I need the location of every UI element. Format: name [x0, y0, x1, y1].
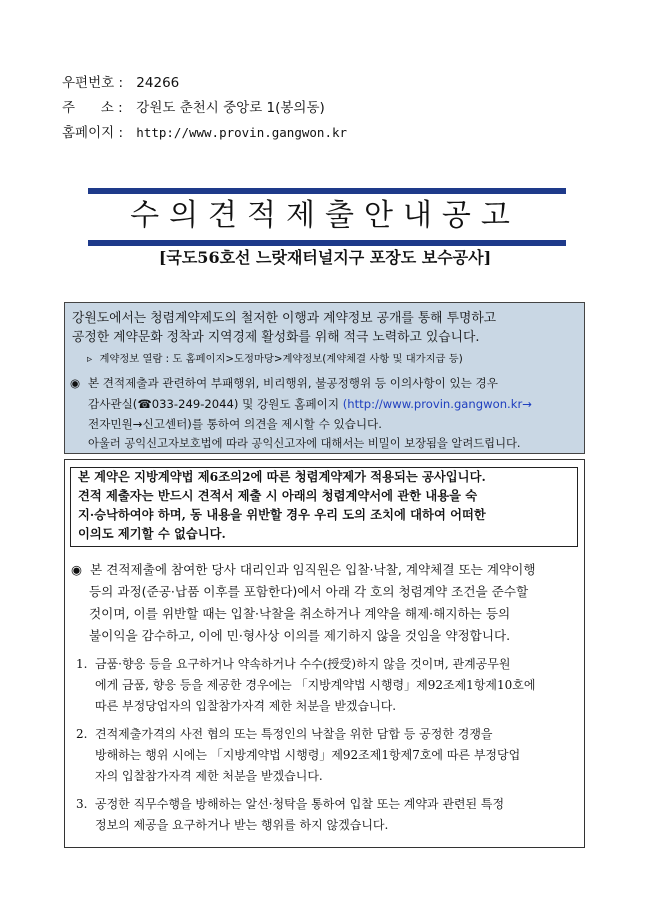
triangle-bullet-icon: ▹ [87, 353, 93, 365]
address-label: 주 소 : [62, 100, 123, 116]
item-2-line-2: 방해하는 행위 시에는 「지방계약법 시행령」제92조제1항제7호에 따른 부정당업 [95, 748, 521, 762]
integrity-line-2: 견적 제출자는 반드시 견적서 제출 시 아래의 청렴계약서에 관한 내용을 숙 [78, 488, 478, 503]
info-notice-2a: 감사관실(☎033-249-2044) 및 강원도 홈페이지 [88, 397, 343, 411]
info-notice-1: 본 견적제출과 관련하여 부패행위, 비리행위, 불공정행위 등 이의사항이 있는 경우 [87, 376, 498, 390]
fisheye-bullet-icon: ◉ [71, 562, 82, 577]
integrity-line-4: 이의도 제기할 수 없습니다. [78, 526, 226, 541]
pledge-line-2: 등의 과정(준공·납품 이후를 포함한다)에서 아래 각 호의 청렴계약 조건을 준수할 [89, 584, 529, 599]
item-2-line-3: 자의 입찰참가자격 제한 처분을 받겠습니다. [95, 769, 323, 783]
page-title: 수의견적제출안내공고 [130, 198, 520, 233]
info-notice-3: 전자민원→신고센터)를 통하여 의견을 제시할 수 있습니다. [88, 417, 382, 431]
info-notice-row-1 [70, 373, 498, 393]
item-3-line-1: 공정한 직무수행을 방해하는 알선·청탁을 통하여 입찰 또는 계약과 관련된 특정 [95, 797, 505, 811]
project-subtitle: [국도56호선 느랏재터널지구 포장도 보수공사] [158, 248, 492, 267]
item-2-line-1: 견적제출가격의 사전 협의 또는 특정인의 낙찰을 위한 담합 등 공정한 경쟁을 [95, 727, 493, 741]
address-row [62, 99, 325, 117]
integrity-line-1: 본 계약은 지방계약법 제6조의2에 따른 청렴계약제가 적용되는 공사입니다. [78, 469, 486, 484]
homepage-label: 홈페이지 : [62, 125, 124, 141]
pledge-line-4: 불이익을 감수하고, 이에 민·형사상 이의를 제기하지 않을 것임을 약정합니다. [89, 628, 511, 643]
integrity-line-3: 지·승낙하여야 하며, 동 내용을 위반할 경우 우리 도의 조치에 대하여 어떠한 [78, 507, 486, 522]
info-line-1: 강원도에서는 청렴계약제도의 철저한 이행과 계약정보 공개를 통해 투명하고 [72, 311, 497, 326]
homepage-row [62, 124, 347, 142]
postal-code-row [62, 74, 179, 92]
info-notice-4: 아울러 공익신고자보호법에 따라 공익신고자에 대해서는 비밀이 보장됨을 알려드립니다. [88, 437, 521, 450]
item-1-line-3: 따른 부정당업자의 입찰참가자격 제한 처분을 받겠습니다. [95, 699, 397, 713]
title-bottom-rule [88, 240, 566, 246]
item-1-line-2: 에게 금품, 향응 등을 제공한 경우에는 「지방계약법 시행령」제92조제1항제10호에 [95, 678, 536, 692]
item-2-number: 2. [76, 727, 88, 741]
integrity-notice-box [70, 467, 578, 547]
address-value: 강원도 춘천시 중앙로 1(봉의동) [136, 100, 325, 116]
fisheye-bullet-icon: ◉ [70, 376, 81, 390]
title-top-rule [88, 188, 566, 194]
pledge-row-1 [71, 560, 536, 580]
item-3-line-2: 정보의 제공을 요구하거나 받는 행위를 하지 않겠습니다. [95, 818, 389, 832]
postal-code-value: 24266 [136, 75, 180, 91]
item-1-line-1: 금품·향응 등을 요구하거나 약속하거나 수수(授受)하지 않을 것이며, 관계공무원 [95, 657, 511, 671]
info-bullet-row [87, 350, 463, 368]
item-1-number: 1. [76, 657, 88, 671]
postal-code-label: 우편번호 : [62, 75, 124, 91]
info-notice-row-2 [88, 394, 532, 414]
pledge-line-1: 본 견적제출에 참여한 당사 대리인과 임직원은 입찰·낙찰, 계약체결 또는 계약이행 [90, 562, 536, 577]
info-line-2: 공정한 계약문화 정착과 지역경제 활성화를 위해 적극 노력하고 있습니다. [72, 330, 480, 345]
integrity-info-box [64, 302, 585, 454]
homepage-link[interactable]: http://www.provin.gangwon.kr [136, 125, 348, 140]
contract-info-path: 계약정보 열람 : 도 홈페이지>도정마당>계약정보(계약체결 사항 및 대가지급 등) [99, 353, 463, 365]
report-center-link[interactable]: (http://www.provin.gangwon.kr→ [342, 397, 532, 411]
pledge-line-3: 것이며, 이를 위반할 때는 입찰·낙찰을 취소하거나 계약을 해제·해지하는 등의 [89, 606, 511, 621]
item-3-number: 3. [76, 797, 88, 811]
